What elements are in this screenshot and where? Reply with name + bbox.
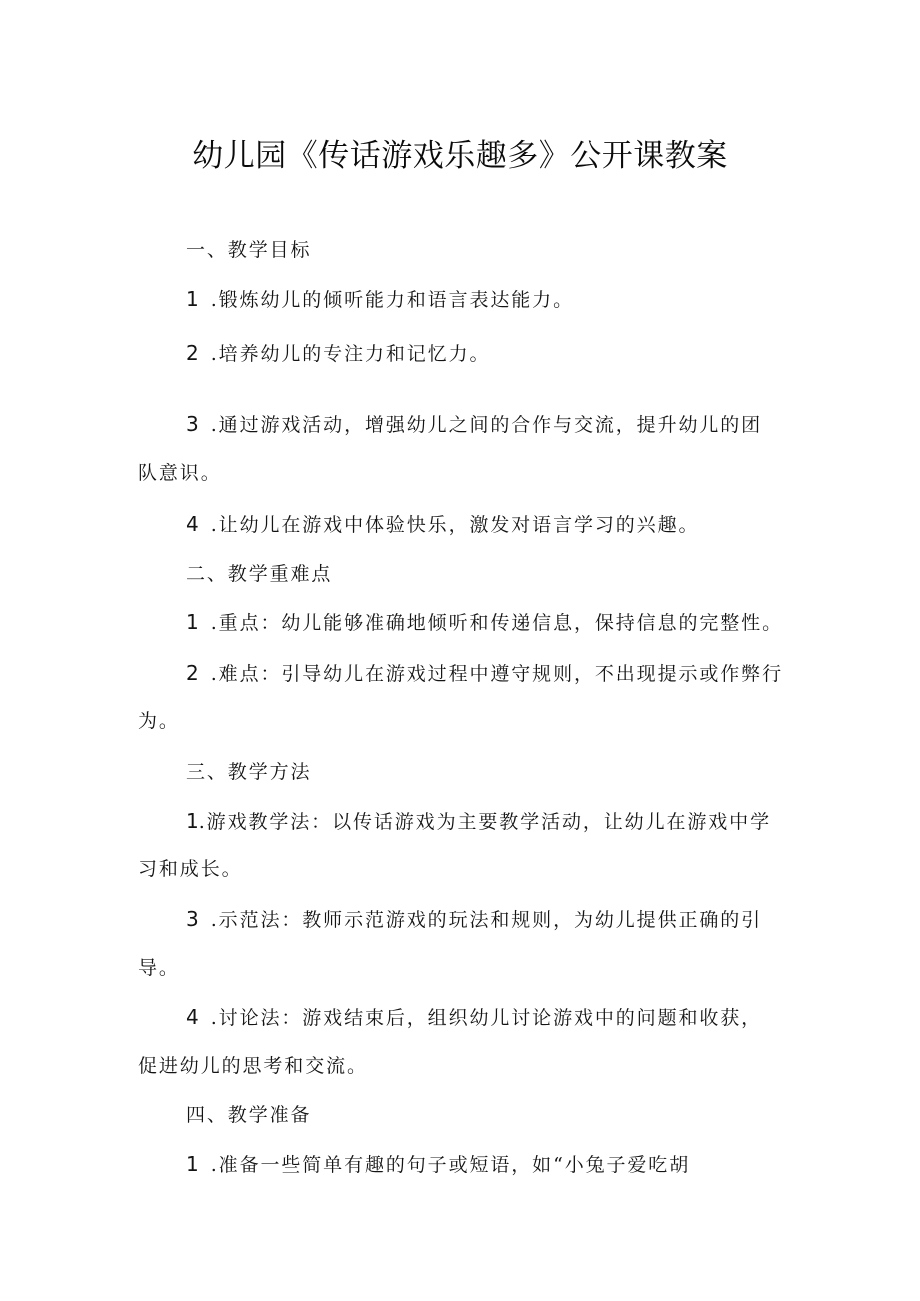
item-text: .重点：幼儿能够准确地倾听和传递信息，保持信息的完整性。 — [210, 612, 783, 634]
item-continuation: 队意识。 — [138, 462, 222, 484]
item-text: .锻炼幼儿的倾听能力和语言表达能力。 — [210, 289, 574, 311]
item-number: 3 — [186, 907, 199, 931]
item-number: 1 — [186, 610, 199, 634]
item-continuation: 习和成长。 — [138, 858, 243, 880]
list-item — [0, 1150, 920, 1179]
item-number: 1 — [186, 287, 199, 311]
list-item — [0, 510, 920, 539]
section-heading-preparation: 四、教学准备 — [186, 1104, 312, 1126]
item-number: 3 — [186, 412, 199, 436]
item-text: .游戏教学法：以传话游戏为主要教学活动，让幼儿在游戏中学 — [198, 811, 771, 833]
list-item — [0, 410, 920, 439]
item-text: .讨论法：游戏结束后，组织幼儿讨论游戏中的问题和收获， — [210, 1007, 763, 1029]
list-item — [0, 608, 920, 637]
item-text: .让幼儿在游戏中体验快乐，激发对语言学习的兴趣。 — [210, 514, 700, 536]
section-heading-objectives: 一、教学目标 — [186, 239, 312, 261]
item-continuation: 为。 — [138, 710, 180, 732]
list-item — [0, 285, 920, 314]
item-number: 4 — [186, 512, 199, 536]
list-item — [0, 807, 920, 836]
item-number: 1 — [186, 1152, 199, 1176]
item-text: .准备一些简单有趣的句子或短语，如“小兔子爱吃胡 — [210, 1154, 691, 1176]
section-heading-key-points: 二、教学重难点 — [186, 563, 333, 585]
item-text: .培养幼儿的专注力和记忆力。 — [210, 343, 491, 365]
section-heading-methods: 三、教学方法 — [186, 761, 312, 783]
item-number: 4 — [186, 1005, 199, 1029]
item-text: .示范法：教师示范游戏的玩法和规则，为幼儿提供正确的引 — [210, 909, 763, 931]
item-number: 2 — [186, 661, 199, 685]
list-item — [0, 339, 920, 368]
item-continuation: 导。 — [138, 957, 180, 979]
item-number: 2 — [186, 341, 199, 365]
item-continuation: 促进幼儿的思考和交流。 — [138, 1055, 368, 1077]
item-text: .难点：引导幼儿在游戏过程中遵守规则，不出现提示或作弊行 — [210, 663, 783, 685]
list-item — [0, 905, 920, 934]
item-number: 1 — [186, 809, 199, 833]
document-title: 幼儿园《传话游戏乐趣多》公开课教案 — [192, 138, 728, 174]
list-item — [0, 1003, 920, 1032]
list-item — [0, 659, 920, 688]
item-text: .通过游戏活动，增强幼儿之间的合作与交流，提升幼儿的团 — [210, 414, 763, 436]
